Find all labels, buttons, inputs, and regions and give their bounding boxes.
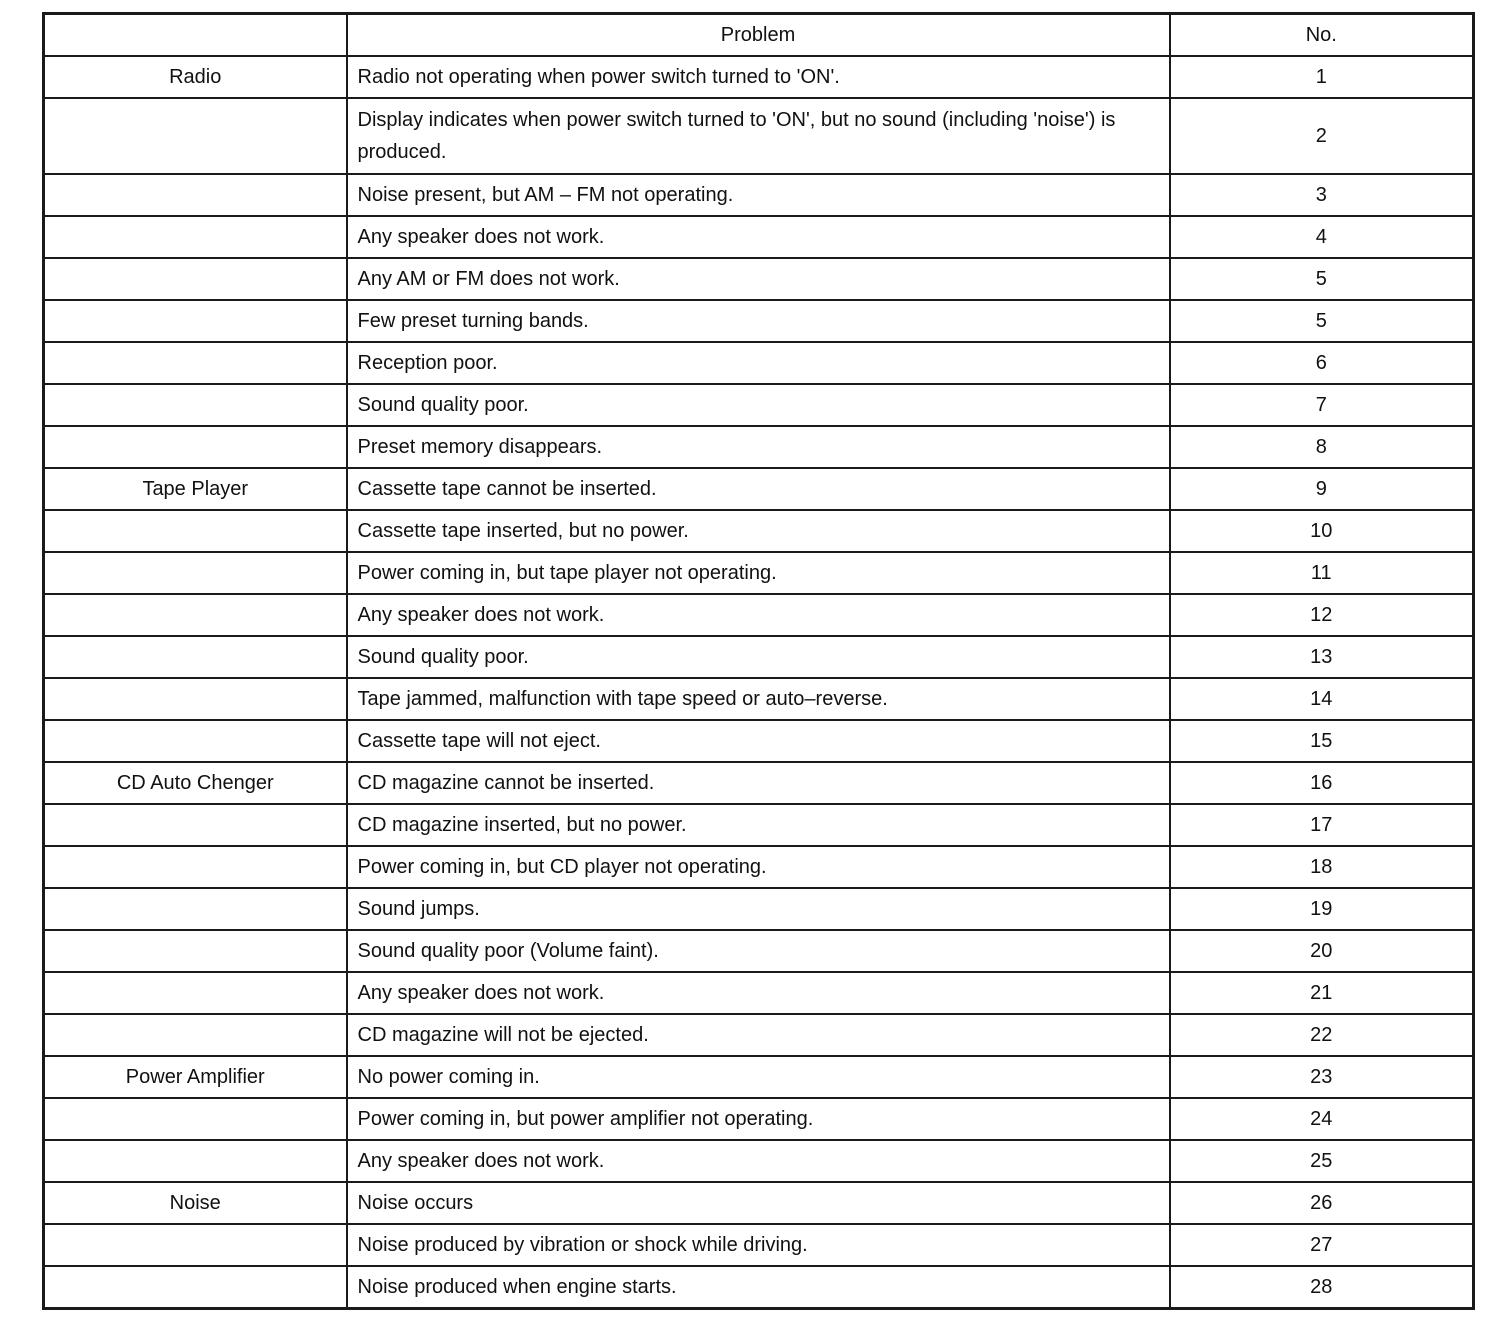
category-cell — [44, 846, 347, 888]
problem-cell: Noise produced by vibration or shock while driving. — [347, 1224, 1170, 1266]
number-cell: 5 — [1170, 300, 1474, 342]
number-cell: 14 — [1170, 678, 1474, 720]
category-cell — [44, 888, 347, 930]
table-row — [44, 300, 1474, 342]
category-cell — [44, 720, 347, 762]
table-row — [44, 174, 1474, 216]
table-row — [44, 342, 1474, 384]
category-cell: Noise — [44, 1182, 347, 1224]
number-cell: 13 — [1170, 636, 1474, 678]
category-cell — [44, 972, 347, 1014]
table-row — [44, 1266, 1474, 1309]
problem-cell: Cassette tape inserted, but no power. — [347, 510, 1170, 552]
problem-cell: Power coming in, but CD player not operating. — [347, 846, 1170, 888]
header-row — [44, 14, 1474, 57]
problem-cell: Power coming in, but power amplifier not operating. — [347, 1098, 1170, 1140]
table-row — [44, 930, 1474, 972]
number-cell: 6 — [1170, 342, 1474, 384]
number-cell: 16 — [1170, 762, 1474, 804]
number-cell: 20 — [1170, 930, 1474, 972]
category-cell — [44, 1014, 347, 1056]
number-cell: 1 — [1170, 56, 1474, 98]
number-cell: 8 — [1170, 426, 1474, 468]
category-cell — [44, 594, 347, 636]
category-cell — [44, 258, 347, 300]
table-row — [44, 56, 1474, 98]
table-row — [44, 98, 1474, 174]
category-cell — [44, 510, 347, 552]
category-cell — [44, 804, 347, 846]
number-cell: 5 — [1170, 258, 1474, 300]
table-row — [44, 216, 1474, 258]
table-row — [44, 468, 1474, 510]
category-cell — [44, 174, 347, 216]
table-row — [44, 258, 1474, 300]
category-cell — [44, 678, 347, 720]
problem-cell: Any AM or FM does not work. — [347, 258, 1170, 300]
category-cell — [44, 552, 347, 594]
number-cell: 4 — [1170, 216, 1474, 258]
table-body — [44, 56, 1474, 1309]
problem-cell: CD magazine inserted, but no power. — [347, 804, 1170, 846]
table-row — [44, 972, 1474, 1014]
problem-cell: Cassette tape will not eject. — [347, 720, 1170, 762]
header-problem: Problem — [347, 14, 1170, 57]
number-cell: 18 — [1170, 846, 1474, 888]
category-cell — [44, 1098, 347, 1140]
number-cell: 23 — [1170, 1056, 1474, 1098]
table-row — [44, 846, 1474, 888]
table-row — [44, 426, 1474, 468]
problem-cell: Display indicates when power switch turned to 'ON', but no sound (including 'noise') is produced. — [347, 98, 1170, 174]
problem-cell: CD magazine cannot be inserted. — [347, 762, 1170, 804]
number-cell: 25 — [1170, 1140, 1474, 1182]
number-cell: 2 — [1170, 98, 1474, 174]
table-row — [44, 888, 1474, 930]
number-cell: 19 — [1170, 888, 1474, 930]
number-cell: 9 — [1170, 468, 1474, 510]
category-cell — [44, 300, 347, 342]
header-no: No. — [1170, 14, 1474, 57]
number-cell: 28 — [1170, 1266, 1474, 1309]
problem-cell: Any speaker does not work. — [347, 972, 1170, 1014]
category-cell: Radio — [44, 56, 347, 98]
number-cell: 10 — [1170, 510, 1474, 552]
problem-cell: Any speaker does not work. — [347, 1140, 1170, 1182]
table-row — [44, 804, 1474, 846]
table-row — [44, 1182, 1474, 1224]
problem-cell: Sound quality poor (Volume faint). — [347, 930, 1170, 972]
troubleshooting-table — [42, 12, 1475, 1310]
problem-cell: Sound jumps. — [347, 888, 1170, 930]
troubleshooting-table-container — [42, 12, 1472, 1310]
number-cell: 27 — [1170, 1224, 1474, 1266]
problem-cell: CD magazine will not be ejected. — [347, 1014, 1170, 1056]
category-cell — [44, 98, 347, 174]
table-row — [44, 1056, 1474, 1098]
table-row — [44, 594, 1474, 636]
category-cell: Tape Player — [44, 468, 347, 510]
table-row — [44, 1098, 1474, 1140]
problem-cell: Sound quality poor. — [347, 384, 1170, 426]
problem-cell: Sound quality poor. — [347, 636, 1170, 678]
table-row — [44, 678, 1474, 720]
problem-cell: Tape jammed, malfunction with tape speed or auto–reverse. — [347, 678, 1170, 720]
category-cell: CD Auto Chenger — [44, 762, 347, 804]
table-row — [44, 762, 1474, 804]
number-cell: 26 — [1170, 1182, 1474, 1224]
table-row — [44, 1140, 1474, 1182]
table-row — [44, 636, 1474, 678]
table-row — [44, 1224, 1474, 1266]
problem-cell: Any speaker does not work. — [347, 216, 1170, 258]
category-cell — [44, 216, 347, 258]
category-cell — [44, 1266, 347, 1309]
problem-cell: Reception poor. — [347, 342, 1170, 384]
number-cell: 11 — [1170, 552, 1474, 594]
category-cell — [44, 930, 347, 972]
table-row — [44, 384, 1474, 426]
problem-cell: Cassette tape cannot be inserted. — [347, 468, 1170, 510]
category-cell — [44, 1140, 347, 1182]
problem-cell: Power coming in, but tape player not operating. — [347, 552, 1170, 594]
number-cell: 7 — [1170, 384, 1474, 426]
category-cell — [44, 636, 347, 678]
problem-cell: Any speaker does not work. — [347, 594, 1170, 636]
problem-cell: Noise produced when engine starts. — [347, 1266, 1170, 1309]
problem-cell: Noise occurs — [347, 1182, 1170, 1224]
category-cell — [44, 426, 347, 468]
number-cell: 21 — [1170, 972, 1474, 1014]
number-cell: 15 — [1170, 720, 1474, 762]
number-cell: 17 — [1170, 804, 1474, 846]
category-cell — [44, 384, 347, 426]
problem-cell: No power coming in. — [347, 1056, 1170, 1098]
table-row — [44, 552, 1474, 594]
problem-cell: Few preset turning bands. — [347, 300, 1170, 342]
problem-cell: Radio not operating when power switch turned to 'ON'. — [347, 56, 1170, 98]
problem-cell: Preset memory disappears. — [347, 426, 1170, 468]
table-row — [44, 1014, 1474, 1056]
header-category — [44, 14, 347, 57]
table-header — [44, 14, 1474, 57]
table-row — [44, 720, 1474, 762]
category-cell — [44, 1224, 347, 1266]
problem-cell: Noise present, but AM – FM not operating. — [347, 174, 1170, 216]
number-cell: 12 — [1170, 594, 1474, 636]
number-cell: 3 — [1170, 174, 1474, 216]
table-row — [44, 510, 1474, 552]
category-cell: Power Amplifier — [44, 1056, 347, 1098]
category-cell — [44, 342, 347, 384]
number-cell: 24 — [1170, 1098, 1474, 1140]
number-cell: 22 — [1170, 1014, 1474, 1056]
